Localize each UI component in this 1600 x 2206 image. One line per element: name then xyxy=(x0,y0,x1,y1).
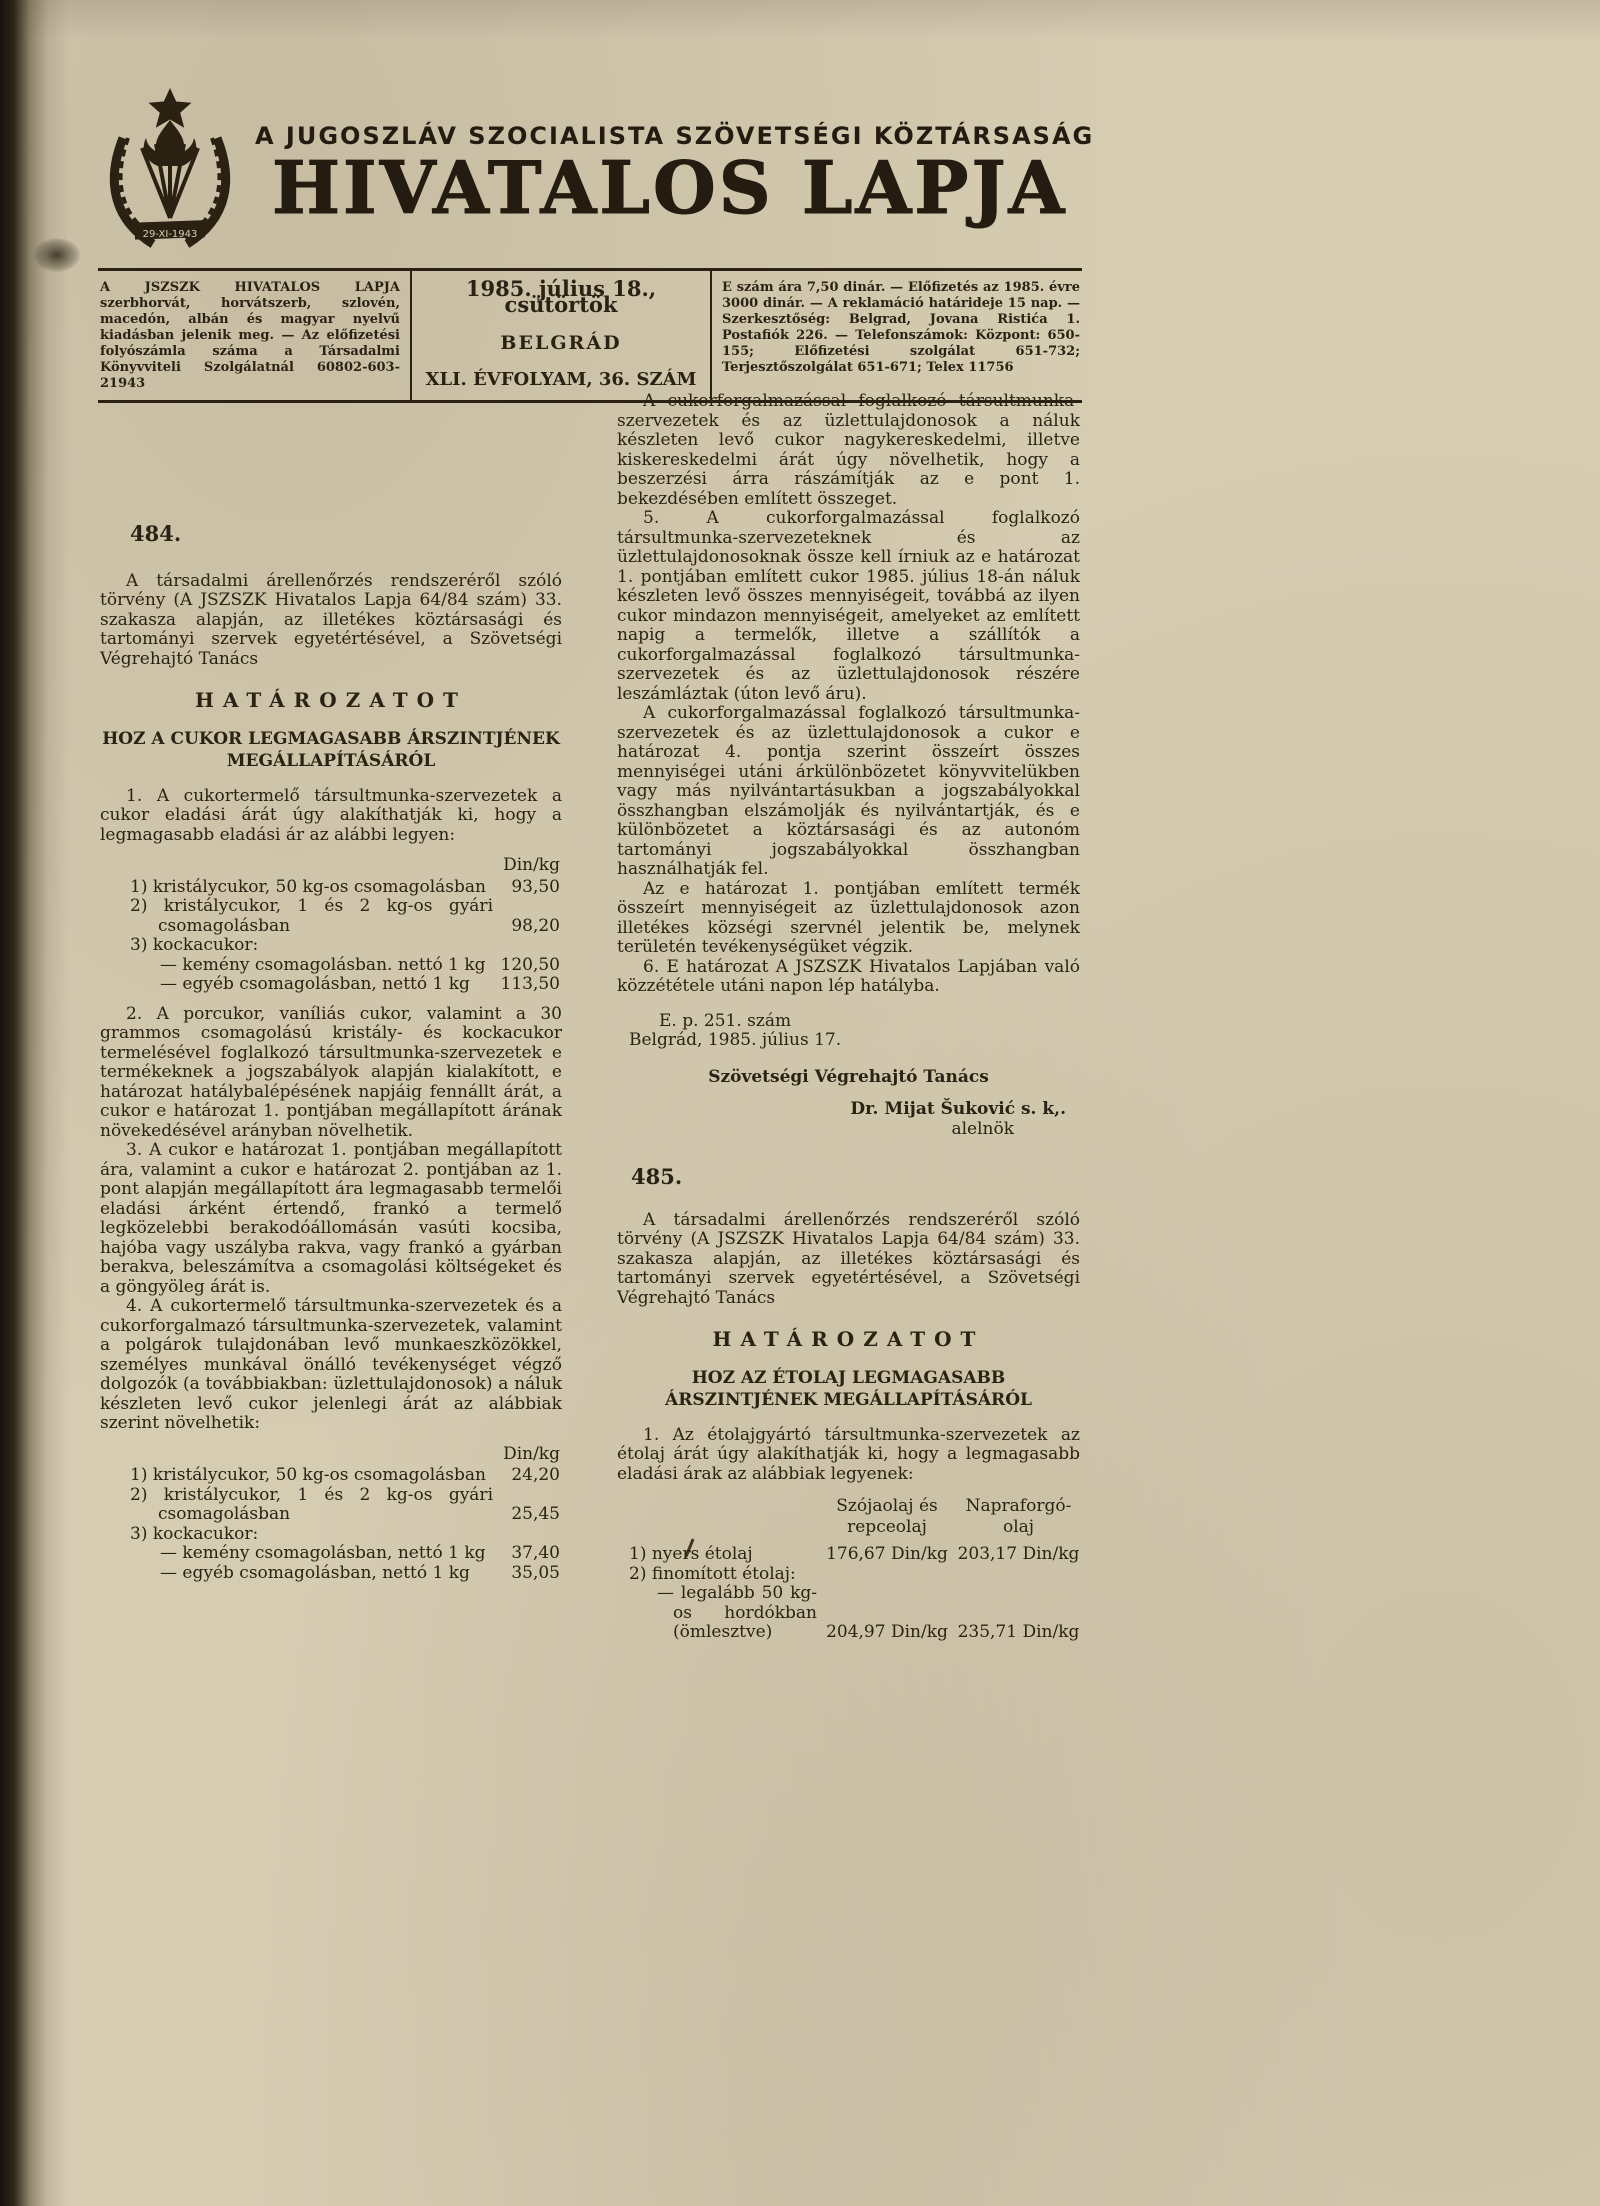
oil-col1-header-line2: repceolaj xyxy=(847,1517,927,1537)
paragraph: 4. A cukortermelő társultmunka-szervezetek és a cukorforgalmazó társultmunka-szervezetek, valamint a polgárok tulajdonában levő munkaeszközökkel, személyes munkával önálló tevékenységet végző dolgozók (a továbbiakban: üzlettulajdonosok) a náluk készleten levő cukor jelenlegi árát az alábbiak szerint növelhetik: xyxy=(100,1296,562,1433)
oil-col1-header xyxy=(817,1496,957,1538)
oil-col2-header-line2: olaj xyxy=(1002,1517,1035,1537)
oil-row-label: 1) nyers étolaj xyxy=(629,1544,753,1564)
masthead-topline: A JUGOSZLÁV SZOCIALISTA SZÖVETSÉGI KÖZTÁRSASÁG xyxy=(255,122,1095,150)
ribbon-date: 29-XI-1943 xyxy=(142,229,198,240)
price-label: 3) kockacukor: xyxy=(130,1523,259,1544)
issue-volume: XLI. ÉVFOLYAM, 36. SZÁM xyxy=(425,369,697,390)
oil-table-header xyxy=(617,1496,1080,1538)
issuing-organ: Szövetségi Végrehajtó Tanács xyxy=(708,1066,989,1087)
oil-table-row xyxy=(617,1565,1080,1585)
paragraph: A társadalmi árellenőrzés rendszeréről szóló törvény (A JSZSZK Hivatalos Lapja 64/84 szám) 33. szakasza alapján, az illetékes köztársasági és tartományi szervek egyetértésével, a Szövetségi Végrehajtó Tanács xyxy=(100,570,562,669)
oil-row-value: 203,17 Din/kg xyxy=(957,1544,1080,1564)
price-label: 1) kristálycukor, 50 kg-os csomagolásban xyxy=(130,1465,486,1485)
price-row xyxy=(100,975,562,995)
paragraph: A társadalmi árellenőrzés rendszeréről szóló törvény (A JSZSZK Hivatalos Lapja 64/84 szám) 33. szakasza alapján, az illetékes köztársasági és tartományi szervek egyetértésével, a Szövetségi Végrehajtó Tanács xyxy=(617,1209,1080,1308)
price-label: — egyéb csomagolásban, nettó 1 kg xyxy=(160,974,470,994)
publication-info: A JSZSZK HIVATALOS LAPJA szerbhorvát, horvátszerb, szlovén, macedón, albán és magyar nyelvű kiadásban jelenik meg. — Az előfizetési folyószámla száma a Társadalmi Könyvviteli Szolgálatnál 60802-603-21943 xyxy=(98,271,412,400)
price-label: 2) kristálycukor, 1 és 2 kg-os gyári csomagolásban xyxy=(130,896,493,936)
oil-price-table xyxy=(617,1496,1080,1643)
price-label: 3) kockacukor: xyxy=(130,935,259,955)
yugoslav-emblem-icon xyxy=(95,86,245,258)
article-number-485: 485. xyxy=(631,1164,683,1189)
subscription-info: E szám ára 7,50 dinár. — Előfizetés az 1985. évre 3000 dinár. — A reklamáció határideje 15 nap. — Szerkesztőség: Belgrad, Jovana Ristića 1. Postafiók 226. — Telefonszámok: Központ: 650-155; Előfizetési szolgálat 651-732; Terjesztőszolgálat 651-671; Telex 11756 xyxy=(722,280,1080,375)
place-date-line: Belgrád, 1985. július 17. xyxy=(629,1030,842,1050)
unit-label: Din/kg xyxy=(503,855,560,875)
price-label: — kemény csomagolásban, nettó 1 kg xyxy=(160,1543,486,1563)
price-label: 2) kristálycukor, 1 és 2 kg-os gyári csomagolásban xyxy=(130,1484,493,1524)
price-label: — egyéb csomagolásban, nettó 1 kg xyxy=(160,1562,470,1583)
issue-info xyxy=(412,271,712,400)
price-value: 24,20 xyxy=(511,1465,560,1485)
price-value: 35,05 xyxy=(511,1562,560,1583)
price-row xyxy=(100,1466,562,1486)
paragraph: 5. A cukorforgalmazással foglalkozó társultmunka-szervezeteknek és az üzlettulajdonosoknak össze kell írniuk az e határozat 1. pontjában említett cukor 1985. július 18-án náluk készleten levő összes mennyiségeit, továbbá az ilyen cukor mindazon mennyiségeit, amelyeket az említett napig a termelők, illetve a szállítók a cukorforgalmazással foglalkozó társultmunka-szervezetek és az üzlettulajdonosok részére leszámláztak (úton levő áru). xyxy=(617,508,1080,704)
paragraph: A cukorforgalmazással foglalkozó társultmunka-szervezetek és az üzlettulajdonosok a cukor e határozat 4. pontja szerint összeírt összes mennyiségei utáni árkülönbözetet könyvvitelükben vagy más nyilvántartásukban a jogszabályokkal összhangban elszámolják és nyilvántartják, és e különbözetet a köztársasági és az autonóm tartományi jogszabályokkal összhangban használhatják fel. xyxy=(617,703,1080,879)
header-info-row xyxy=(98,268,1082,403)
oil-col2-header-line1: Napraforgó- xyxy=(965,1496,1072,1516)
price-row xyxy=(100,878,562,898)
price-row xyxy=(100,1486,562,1525)
signature-name: Dr. Mijat Šuković s. k,. xyxy=(850,1099,1066,1119)
decree-heading: HATÁROZATOT xyxy=(195,688,467,712)
paragraph: 3. A cukor e határozat 1. pontjában megállapított ára, valamint a cukor e határozat 2. pontjában az 1. pont alapján megállapított ára legmagasabb termelői eladási árként értendő, frankó a termelő legközelebbi berakodóállomásán vasúti kocsiba, hajóba vagy uszályba rakva, vagy frankó a gyárban berakva, beleszámítva a csomagolási költségeket és a göngyöleg árát is. xyxy=(100,1140,562,1297)
price-row xyxy=(100,1564,562,1584)
article-number-484: 484. xyxy=(130,521,182,546)
paragraph: A cukorforgalmazással foglalkozó társultmunka-szervezetek és az üzlettulajdonosok a náluk készleten levő cukor nagykereskedelmi, illetve kiskereskedelmi árát úgy növelhetik, hogy a beszerzési árra rászámítják az e pont 1. bekezdésében említett összeget. xyxy=(617,391,1080,509)
oil-row-value: 204,97 Din/kg xyxy=(826,1622,948,1642)
price-label: 1) kristálycukor, 50 kg-os csomagolásban xyxy=(130,876,486,897)
signature-title: alelnök xyxy=(951,1118,1014,1139)
price-value: 37,40 xyxy=(511,1543,560,1563)
price-row xyxy=(100,1544,562,1564)
unit-label: Din/kg xyxy=(503,1443,560,1464)
price-value: 93,50 xyxy=(511,876,560,897)
price-row xyxy=(100,936,562,956)
paragraph: 1. A cukortermelő társultmunka-szervezetek a cukor eladási árát úgy alakíthatják ki, hogy a legmagasabb eladási ár az alábbi legyen: xyxy=(100,785,562,845)
body-column-left xyxy=(100,521,562,1593)
oil-col2-header xyxy=(957,1496,1080,1538)
oil-table-row xyxy=(617,1545,1080,1565)
masthead-title: HIVATALOS LAPJA xyxy=(272,145,1068,230)
price-list-producer xyxy=(100,878,562,995)
price-value: 113,50 xyxy=(500,974,560,994)
paragraph: 1. Az étolajgyártó társultmunka-szervezetek az étolaj árát úgy alakíthatják ki, hogy a legmagasabb eladási árak az alábbiak legyenek: xyxy=(617,1424,1080,1484)
paragraph: 2. A porcukor, vaníliás cukor, valamint a 30 grammos csomagolású kristály- és kockacukor termelésével foglalkozó társultmunka-szervezetek e termékeknek a jogszabályok alapján kialakított, e határozat hatálybalépésének napjáig fennállt árát, a cukor e határozat 1. pontjában megállapított árának növekedésével arányban növelhetik. xyxy=(100,1003,562,1141)
price-value: 98,20 xyxy=(511,915,560,936)
price-label: — kemény csomagolásban. nettó 1 kg xyxy=(160,954,486,975)
price-row xyxy=(100,956,562,976)
reference-number: E. p. 251. szám xyxy=(659,1010,792,1031)
price-row xyxy=(100,1525,562,1545)
oil-row-label: 2) finomított étolaj: xyxy=(629,1563,796,1584)
issue-date: 1985. július 18., csütörtök xyxy=(465,276,657,317)
ink-smudge xyxy=(34,238,80,272)
scan-left-edge xyxy=(0,0,70,2206)
decree-subject: HOZ AZ ÉTOLAJ LEGMAGASABB ÁRSZINTJÉNEK MEGÁLLAPÍTÁSÁRÓL xyxy=(665,1367,1032,1410)
coat-of-arms-emblem xyxy=(95,86,245,258)
paragraph: Az e határozat 1. pontjában említett termék összeírt mennyiségeit az üzlettulajdonosok azon illetékes községi szervnél jelentik be, melynek területén tevékenységüket végzik. xyxy=(617,878,1080,957)
body-column-right xyxy=(617,392,1080,1643)
oil-col1-header-line1: Szójaolaj és xyxy=(836,1496,938,1516)
price-value: 120,50 xyxy=(500,954,560,975)
price-row xyxy=(100,897,562,936)
decree-heading: HATÁROZATOT xyxy=(712,1327,985,1351)
flame-icon xyxy=(144,120,196,166)
price-list-stock xyxy=(100,1466,562,1583)
price-value: 25,45 xyxy=(511,1504,560,1524)
oil-row-value: 235,71 Din/kg xyxy=(957,1622,1080,1642)
paragraph: 6. E határozat A JSZSZK Hivatalos Lapjában való közzététele utáni napon lép hatályba. xyxy=(617,956,1080,996)
issue-city: BELGRÁD xyxy=(500,331,622,354)
oil-row-label: — legalább 50 kg-os hordókban (ömlesztve) xyxy=(657,1583,817,1642)
oil-row-value: 176,67 Din/kg xyxy=(826,1544,948,1564)
decree-subject: HOZ A CUKOR LEGMAGASABB ÁRSZINTJÉNEK MEGÁLLAPÍTÁSÁRÓL xyxy=(102,728,560,771)
oil-table-row xyxy=(617,1584,1080,1643)
